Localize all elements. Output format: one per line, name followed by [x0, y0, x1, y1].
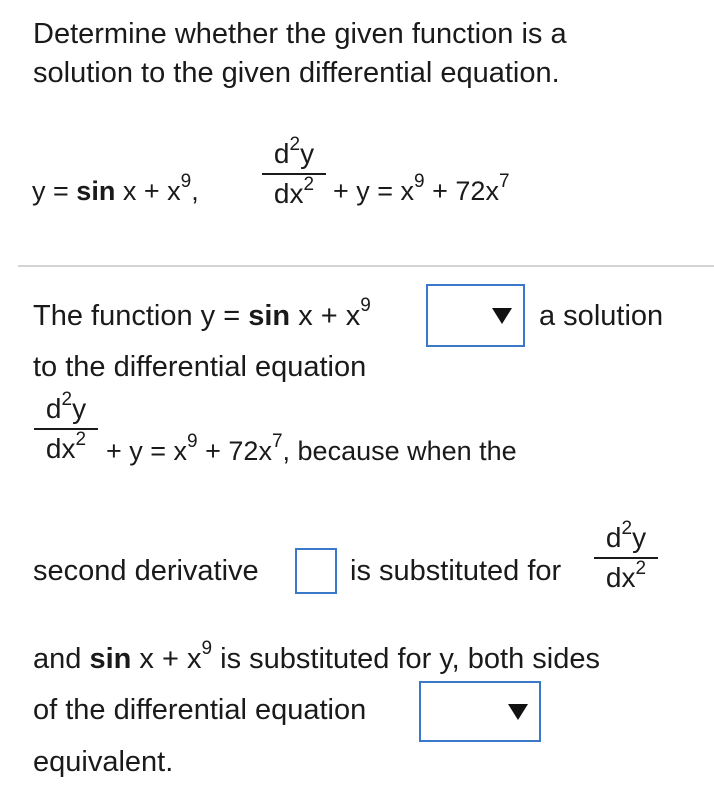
given-d2y-dx2-fraction: $d^2y$ $dx^2$: [262, 138, 326, 210]
answer-substituted-for: is substituted for: [350, 555, 562, 587]
answer-line-5: and $\sin x + x^9$ is substituted for y, both sides: [33, 638, 600, 675]
answer-line-1: The function $y = \sin x + x^9$: [33, 295, 371, 332]
equivalence-dropdown[interactable]: [419, 681, 541, 742]
answer-d2y-dx2-fraction-2: $d^2y$ $dx^2$: [594, 522, 658, 594]
answer-d2y-dx2-fraction: $d^2y$ $dx^2$: [34, 393, 98, 465]
solution-dropdown[interactable]: [426, 284, 525, 347]
triangle-down-icon: [491, 307, 513, 325]
answer-second-derivative-label: second derivative: [33, 555, 259, 587]
answer-line-2: to the differential equation: [33, 351, 367, 383]
fraction-bar: [34, 428, 98, 430]
second-derivative-input[interactable]: [295, 548, 337, 594]
given-equation-rhs: + $y = x^9 + 72x^7$: [333, 171, 510, 206]
answer-line-3: + $y = x^9 + 72x^7$, because when the: [106, 431, 517, 466]
triangle-down-icon: [507, 703, 529, 721]
fraction-bar: [262, 173, 326, 175]
given-function: $y = \sin x + x^9$,: [32, 171, 199, 206]
question-line-1: Determine whether the given function is a: [33, 18, 567, 50]
answer-line-7: equivalent.: [33, 746, 174, 778]
question-line-2: solution to the given differential equation.: [33, 57, 560, 89]
fraction-bar: [594, 557, 658, 559]
answer-line-6: of the differential equation: [33, 694, 367, 726]
answer-a-solution: a solution: [539, 300, 664, 332]
section-divider: [18, 265, 714, 267]
